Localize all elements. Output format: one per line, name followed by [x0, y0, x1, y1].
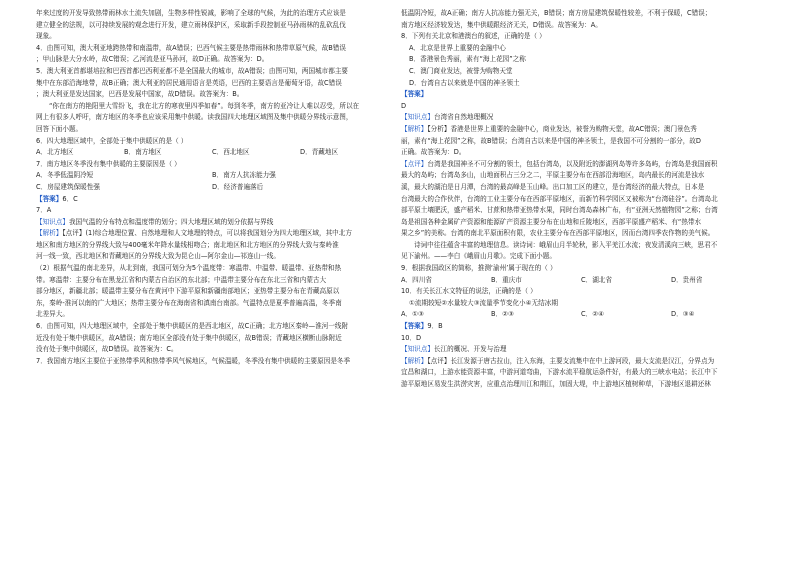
text-line: 4．由图可知，澳大利亚地跨热带和南温带，故A错误；巴西气候主要是热带雨林和热带草原气候，故B错误: [36, 43, 346, 52]
question-10-statements: ①流期较短②水量较大③流量季节变化小④无结冰期: [409, 298, 558, 307]
text-line: 最大的岛屿；台湾岛多山，山地面积占三分之二，平原主要分布在西部沿海地区，岛内最长的河流是浊水: [401, 171, 705, 180]
question-6-options: [36, 147, 388, 159]
text-line: 河一线一致，西北地区和青藏地区的分界线大致为昆仑山—阿尔金山—祁连山一线。: [36, 252, 280, 261]
text-line: “你在南方的艳阳里大雪纷飞，我在北方的寒夜里四季如春”。每到冬季，南方的亚冷让人难以忍受，所以在: [49, 101, 360, 110]
answer-label: 【答案】: [401, 90, 428, 99]
option-b: B．香港景色秀丽，素有“海上花园”之称: [409, 55, 526, 64]
option-d: D．经济普遍落后: [212, 182, 264, 191]
option-b: B．南方地区: [124, 148, 162, 157]
text-line: 北差异大。: [36, 310, 69, 319]
text-line: 部分地区，新疆北部；暖温带主要分布在黄河中下游平原和新疆南部地区；亚热带主要分布在青藏高原以: [36, 287, 340, 296]
text-line: 带。寒温带：主要分布在黑龙江省和内蒙古自治区的东北部；中温带主要分布在东北三省和内蒙古大: [36, 275, 327, 284]
text-line: 网上有很多人呼吁，南方地区的冬季也应该采用集中供暖。读我国四大地理区域图及集中供暖分界线示意图，: [36, 113, 353, 122]
knowledge-point: [401, 344, 763, 356]
text-line: 东，秦岭-淮河以南的广大地区；热带主要分布在海南省和滇南台南部。气温特点是夏季普遍高温，冬季南: [36, 298, 342, 307]
analysis-text: 【分析】香港是世界上重要的金融中心，商业发达，被誉为购物天堂，故AC错误；澳门景色秀: [427, 124, 697, 133]
option-b: B．南方人抗冻能力强: [212, 171, 276, 180]
text-line: 回答下面小题。: [36, 124, 83, 133]
answer-value: 6．C: [62, 194, 78, 203]
answer-value: D: [401, 101, 407, 110]
text-line: 台湾最大的合作伙伴，台湾的工业主要分布在西部平原地区，而新竹科学园区又被称为“台湾硅谷”。台湾岛北: [401, 194, 718, 203]
comment-label: 【点评】: [401, 159, 428, 168]
option-b: B．②③: [491, 310, 514, 319]
knowledge-label: 【知识点】: [401, 345, 434, 354]
text-line: 5．澳大利亚首都堪培拉和巴西首都巴西利亚都不是全国最大的城市，故A错误；由图可知，两国城市都主要: [36, 66, 349, 75]
option-a: A．①③: [401, 310, 424, 319]
analysis: [401, 124, 763, 136]
option-c: C．西北地区: [212, 148, 250, 157]
question-8: 8．下列有关北京和港澳台的叙述，正确的是（ ）: [401, 32, 546, 41]
analysis: [401, 356, 763, 368]
question-9-options: [401, 275, 763, 287]
answer-label: 【答案】: [36, 194, 63, 203]
option-a: A．冬季低温阴冷短: [36, 171, 94, 180]
text-line: 岛是祖国各种金属矿产资源和能源矿产资源主要分布在山地和丘陵地区，西部平原盛产稻米、有“热带水: [401, 217, 702, 226]
left-column: [36, 8, 388, 367]
text-line: 没有处于集中供暖区，故D错误。故答案为：C。: [36, 345, 178, 354]
text-line: 6．由图可知，四大地理区域中，全部处于集中供暖区的是西北地区，故C正确；北方地区秦岭—淮河一线附: [36, 322, 349, 331]
option-a: A．北京是世界上重要的金融中心: [409, 43, 506, 52]
knowledge-label: 【知识点】: [401, 113, 434, 122]
knowledge-point: [401, 112, 763, 124]
analysis-label: 【解析】: [401, 356, 428, 365]
question-10: 10．有关长江水文特征的说法，正确的是（ ）: [401, 287, 537, 296]
text-line: ；甲山脉是大分水岭，故C错误；乙河流是亚马孙河，故D正确。故答案为：D。: [36, 55, 269, 64]
answer-10: 10．D: [401, 333, 422, 342]
knowledge-text: 台湾省自然地理概况: [433, 113, 494, 122]
text-line: 年来过度的开发导致热带雨林水土流失加剧，生物多样性锐减，影响了全球的气候，为此的治理方式应该是: [36, 9, 346, 17]
text-line: 见下渝州。——李白《峨眉山月歌》。完成下面小题。: [401, 252, 556, 261]
option-a: A．四川省: [401, 275, 432, 284]
text-line: 部平原土壤肥沃，盛产稻米、甘蔗和热带亚热带水果，同时台湾岛森林广布，有“亚洲天然植物园”之称；台湾: [401, 206, 718, 215]
option-d: D．青藏地区: [300, 148, 339, 157]
question-7-options-row2: [36, 182, 388, 194]
right-column: [401, 8, 763, 391]
text-line: 宜昌和湖口，上游水能资源丰富，中游河道弯曲，下游水流平稳航运条件好，有最大的三峡水电站；长江中下: [401, 368, 718, 377]
analysis-text: 【点评】(1)综合地理位置、自然地理和人文地理的特点，可以将我国划分为四大地理区域，其中北方: [62, 229, 352, 238]
option-a: A．北方地区: [36, 148, 74, 157]
answer-line: [401, 321, 763, 333]
text-line: 游平原地区易发生洪涝灾害，应重点治理川江和荆江，加固大堤，中上游地区植树种草，下游地区退耕还林: [401, 380, 711, 388]
text-line: 果之乡”的美称。台湾的南北平原面积有限，农业主要分布在西部平原地区，因而台湾四季农作物的美气候。: [401, 229, 715, 238]
option-b: B．重庆市: [491, 275, 522, 284]
text-line: ；澳大利亚是发达国家，巴西是发展中国家，故D错误。故答案为：B。: [36, 90, 244, 99]
option-c: C．湖北省: [581, 275, 612, 284]
text-line: 近没有处于集中供暖区，故A错误；南方地区全部没有处于集中供暖区，故B错误；青藏地区横断山脉附近: [36, 333, 342, 342]
text-line: 低温阴冷短，故A正确；南方人抗冻能力强无关，B错误；南方房屋建筑保暖性较差，不利于保暖，C错误；: [401, 9, 712, 17]
text-line: 正确。故答案为：D。: [401, 148, 466, 157]
option-d: D．③④: [671, 310, 695, 319]
text-line: 溪，最大的湖泊是日月潭，台湾的最高峰是玉山峰。出口加工区的建立，是台湾经济的最大特点，日本是: [401, 182, 705, 191]
question-7: 7．南方地区冬季没有集中供暖的主要原因是（ ）: [36, 159, 181, 168]
text-line: 现象。: [36, 32, 56, 41]
question-6: 6．四大地理区域中，全部处于集中供暖区的是（ ）: [36, 136, 188, 145]
comment-text: 台湾是我国神圣不可分割的领土，包括台湾岛，以及附近的澎湖列岛等许多岛屿，台湾岛是我国面积: [427, 159, 718, 168]
option-d: D．台湾自古以来就是中国的神圣领土: [409, 78, 520, 87]
analysis-label: 【解析】: [401, 124, 428, 133]
analysis: [36, 228, 388, 240]
option-d: D．贵州省: [671, 275, 703, 284]
analysis-label: 【解析】: [36, 229, 63, 238]
text-line: （2）根据气温的南北差异，从北到南，我国可划分为5个温度带：寒温带、中温带、暖温带、亚热带和热: [36, 264, 342, 273]
analysis-text: 【点评】长江发源于唐古拉山，注入东海，主要支流集中在中上游河段，最大支流是汉江，分界点为: [427, 356, 715, 365]
option-c: C．房屋建筑保暖性强: [36, 182, 100, 191]
answer-value: 9．B: [427, 322, 443, 331]
question-10-options: [401, 309, 763, 321]
text-line: 建立健全的法规，以可持续发展的观念进行开发，建立雨林保护区，采取新手段控制亚马孙雨林的乱砍乱伐: [36, 20, 346, 29]
answer-label: 【答案】: [401, 322, 428, 331]
option-c: C．②④: [581, 310, 605, 319]
knowledge-text: 我国气温的分布特点和温度带的划分；四大地理区域的划分依据与界线: [68, 217, 274, 226]
text-line: 7．我国南方地区主要位于亚热带季风和热带季风气候地区，气候温暖，冬季没有集中供暖的主要原因是冬季: [36, 356, 351, 365]
text-line: 诗词中往往蕴含丰富的地理信息。读诗词：峨眉山月半轮秋，影入平羌江水流；夜发清溪向三峡，思君不: [414, 240, 718, 249]
text-line: 南方地区经济较发达，集中供暖跟经济无关，D错误。故答案为：A。: [401, 20, 602, 29]
answer-line: [401, 89, 763, 101]
knowledge-label: 【知识点】: [36, 217, 69, 226]
text-line: 集中在东部沿海地带，故B正确；澳大利亚的居民通用语言是英语，巴西的主要语言是葡萄牙语，故C错误: [36, 78, 342, 87]
comment: [401, 159, 763, 171]
knowledge-text: 长江的概况、开发与治理: [433, 345, 507, 354]
option-c: C．澳门商业发达，被誉为购物天堂: [409, 66, 513, 75]
text-line: 丽，素有“海上花园”之称，故B错误；台湾自古以来是中国的神圣领土，是我国不可分割的一部分，故D: [401, 136, 701, 145]
answer-7: 7．A: [36, 206, 52, 215]
question-9: 9．根据我国政区的简称，推测‘渝州’属于现在的（ ）: [401, 264, 557, 273]
text-line: 地区和南方地区的分界线大致与400毫米年降水量线相吻合；南北地区和北方地区的分界线大致与秦岭淮: [36, 240, 339, 249]
knowledge-point: [36, 217, 388, 229]
answer-line: [36, 194, 388, 206]
question-7-options-row1: [36, 170, 388, 182]
